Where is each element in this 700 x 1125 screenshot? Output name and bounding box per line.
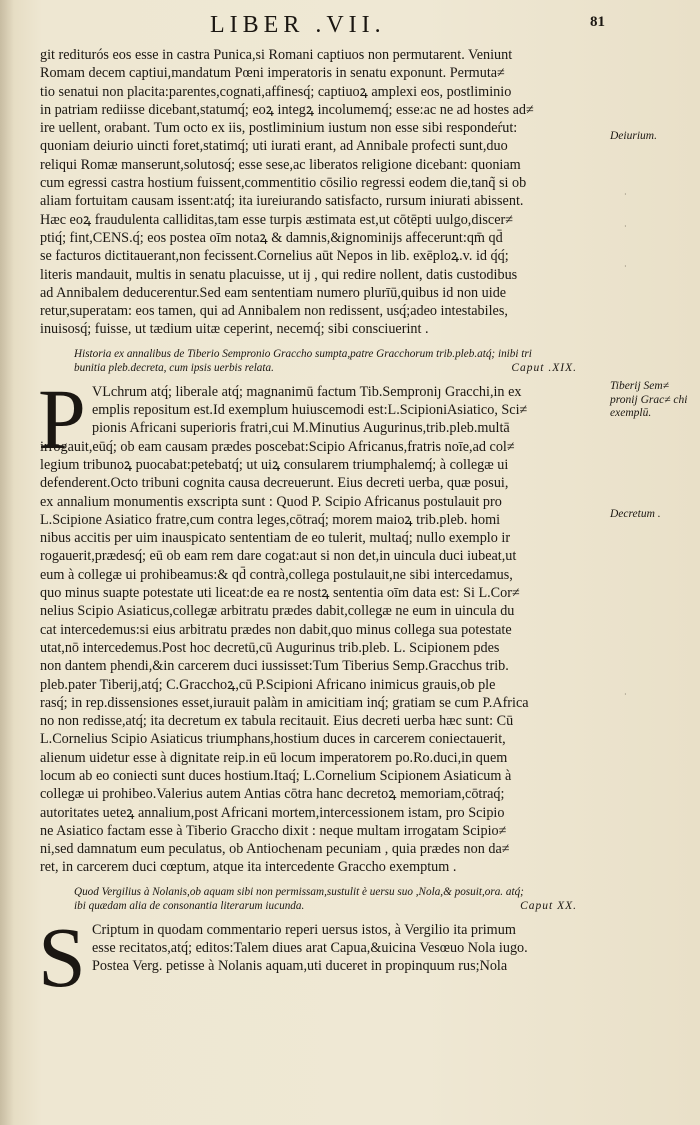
text-line: rogauerit,prædesq́; eū ob eam rem dare cogat:aut si non det,in uincula duci iubeat,ut [40, 548, 517, 565]
chapter-heading-19 [40, 347, 605, 375]
chapter-heading-line: Historia ex annalibus de Tiberio Sempronio Graccho sumpta,patre Gracchorum trib.pleb.atq́; inibi tri [74, 347, 532, 360]
text-line: ptiq́; fint,CENS.q́; eos postea oīm notaꝝ & damnis,&ignominijs affecerunt:qm̄ qd̄ [40, 229, 503, 246]
text-line: Criptum in quodam commentario reperi uersus istos, à Vergilio ita primum [92, 921, 516, 938]
margin-dot-mark: · [624, 262, 627, 271]
chapter-heading-line: ibi quædam alia de consonantia literarum iucunda. [74, 899, 305, 912]
text-line: alienum uidetur esse à dignitate reip.in eū locum imperatorem po.Ro.duci,in quem [40, 749, 508, 766]
text-line: legium tribunoꝝ puocabat:petebatq́; ut uiꝝ consularem triumphalemq́; à collegæ ui [40, 456, 509, 473]
text-line: cum egressi castra hostium fuissent,commentitio cōsilio regressi eodem die,tanq̃ si ob [40, 175, 527, 192]
text-line: collegæ ui prohibeo.Valerius autem Antias cōtra hanc decretoꝝ memoriam,cōtraq́; [40, 786, 505, 803]
text-line: Hæc eoꝝ fraudulenta calliditas,tam esse turpis æstimata est,ut cōtēpti uulgo,discer≠ [40, 211, 514, 228]
text-line: cat intercedemus:si eius arbitratu prædes non dabit,quo minus collega sua potestate [40, 621, 512, 638]
text-line: utat,nō intercedemus.Post hoc decretū,cū Augurinus trib.pleb. L. Scipionem pdes [40, 639, 500, 656]
chapter-heading-line: bunitia pleb.decreta, cum ipsis uerbis relata. [74, 361, 274, 374]
margin-note-decretum: Decretum . [610, 508, 661, 520]
text-line: L.Scipione Asiatico fratre,cum contra leges,cōtraq́; morem maioꝝ trib.pleb. homi [40, 511, 501, 528]
text-line: non dantem phendi,&in carcerem duci iussisset:Tum Tiberius Semp.Gracchus trib. [40, 658, 509, 675]
text-line: quo minus suapte potestate uti liceat:de ea re nostꝝ sententia oīm data est: Si L.Cor≠ [40, 585, 520, 602]
text-line: esse recitatos,atq́; editos:Talem diues arat Capua,&uicina Vesœuo Nola iugo. [92, 940, 528, 957]
text-line: literis mandauit, multis in senatu placuisse, ut ij , qui redire nollent, datis custodibus [40, 266, 518, 283]
text-line: ni,sed damnatum eum peculatus, ob Antiochenam pecuniam , quia prædes non da≠ [40, 841, 510, 858]
folio-number: 81 [590, 14, 605, 30]
text-line: reliqui Romæ manserunt,solutosq́; esse sese,ac liberatos religione dicebant: quoniam [40, 156, 521, 173]
text-line: ad Annibalem deducerentur.Sed eam sententiam numero plurīū,quibus id non uide [40, 284, 507, 301]
text-line: autoritates ueteꝝ annalium,post Africani mortem,intercessionem istam, pro Scipio [40, 804, 505, 821]
text-line: Postea Verg. petisse à Nolanis aquam,uti duceret in propinquum rus;Nola [92, 958, 508, 975]
margin-note-deiurium: Deiurium. [610, 130, 657, 142]
text-line: pionis Africani superioris fratri,cui M.Minutius Augurinus,trib.pleb.multā [92, 420, 510, 437]
text-line: nelius Scipio Asiaticus,collegæ arbitratu prædes dabit,collegæ ne eum in uincula du [40, 603, 515, 620]
text-line: rasq́; in rep.dissensiones esset,iurauit palàm in amicitiam inq́; gratiam se cum P.Africa [40, 694, 529, 711]
text-line: VLchrum atq́; liberale atq́; magnanimū factum Tib.Semproniȷ Gracchi,in ex [92, 383, 522, 400]
text-line: Romam decem captiui,mandatum Pœni imperatoris in senatu exponunt. Permuta≠ [40, 65, 505, 82]
margin-dot-mark: · [624, 190, 627, 199]
text-block-3 [38, 908, 605, 1005]
text-line: inuisosq́; fuisse, ut tædium uitæ ceperint, necemq́; sibi consciuerint . [40, 321, 429, 338]
text-line: aliam fortuitam causam issent:atq́; ita iureiurando satisfacto, rursum iniurati abissent. [40, 193, 524, 210]
margin-note-tiberii: Tiberij Sem≠ pronij Grac≠ chi exemplū. [610, 380, 688, 419]
margin-dot-mark: · [624, 690, 627, 699]
page-gutter-shadow [0, 0, 14, 1125]
text-line: no non redisse,atq́; ita decretum ex tabula recitauit. Eius decreti uerba hæc sunt: Cū [40, 713, 514, 730]
text-line: tio senatui non placita:parentes,cognati,affinesq́; captiuoꝝ amplexi eos, postliminio [40, 83, 512, 100]
text-line: pleb.pater Tiberij,atq́; C.Gracchoꝝ,cū P.Scipioni Africano inimicus grauis,ob ple [40, 676, 496, 693]
margin-dot-mark: · [624, 222, 627, 231]
text-line: ne Asiatico factam esse à Tiberio Graccho dixit : neque multam irrogatam Scipio≠ [40, 822, 507, 839]
text-line: se facturos dictitauerant,non fecissent.Cornelius aūt Nepos in lib. exēploꝝ.v. id q́q́; [40, 248, 509, 265]
text-line: ret, in carcerem duci cœptum, atque ita intercedente Graccho exemptum . [40, 859, 457, 876]
text-line: git rediturós eos esse in castra Punica,si Romani captiuos non permutarent. Veniunt [40, 47, 513, 63]
text-line: retur,superatam: eos tamen, qui ad Annibalem non redissent, usq́;adeo intestabiles, [40, 303, 508, 320]
drop-capital-s: S [38, 908, 86, 1005]
chapter-heading-line: Quod Vergilius à Nolanis,ob aquam sibi non permissam,sustulit è uersu suo ,Nola,& posuit,ora. atq́; [74, 885, 524, 898]
text-line: emplis repositum est.Id exemplum huiuscemodi est:L.ScipioniAsiatico, Sci≠ [92, 402, 528, 419]
text-line: defenderent.Octo tribuni cognita causa decreuerunt. Eius decreti uerba, quæ posui, [40, 475, 509, 492]
page-header [0, 12, 700, 44]
chapter-heading-20 [40, 885, 605, 913]
text-block-2 [38, 370, 605, 877]
text-line: ex annalium monumentis exscripta sunt : Quod P. Scipio Africanus postulauit pro [40, 493, 502, 510]
text-line: in patriam rediisse dicebant,statumq́; eoꝝ integꝝ incolumemq́; esse:ac ne ad hostes ad≠ [40, 101, 534, 118]
drop-capital-p: P [38, 370, 86, 467]
text-block-1 [40, 46, 605, 339]
text-line: ire uellent, orabant. Tum octo ex iis, postliminium iustum non esse sibi respondeŕut: [40, 120, 518, 137]
text-line: L.Cornelius Scipio Asiaticus triumphans,hostium duces in carcerem coniectauerit, [40, 731, 506, 748]
text-line: locum ab eo coniecti sunt duces hostium.Itaq́; L.Cornelium Scipionem Asiaticum à [40, 767, 512, 784]
running-title: LIBER .VII. [210, 12, 386, 38]
chapter-number-19: Caput .XIX. [511, 361, 577, 374]
text-line: irrogauit,eūq́; ob eam causam prædes poscebat:Scipio Africanus,fratris noīe,ad col≠ [40, 438, 515, 455]
text-line: quoniam deiurio uincti foret,statimq́; uti iurati erant, ad Annibale profecti sunt,duo [40, 138, 508, 155]
text-line: nibus accitis per uim inauspicato sententiam de eo tulerit, multaq́; nullo exemplo ir [40, 530, 511, 547]
text-line: eum à collegæ ui prohibeamus:& qd̄ contrà,collega postulauit,ne sibi intercedamus, [40, 566, 513, 583]
chapter-number-20: Caput XX. [520, 899, 577, 912]
main-text-column [38, 46, 605, 1005]
